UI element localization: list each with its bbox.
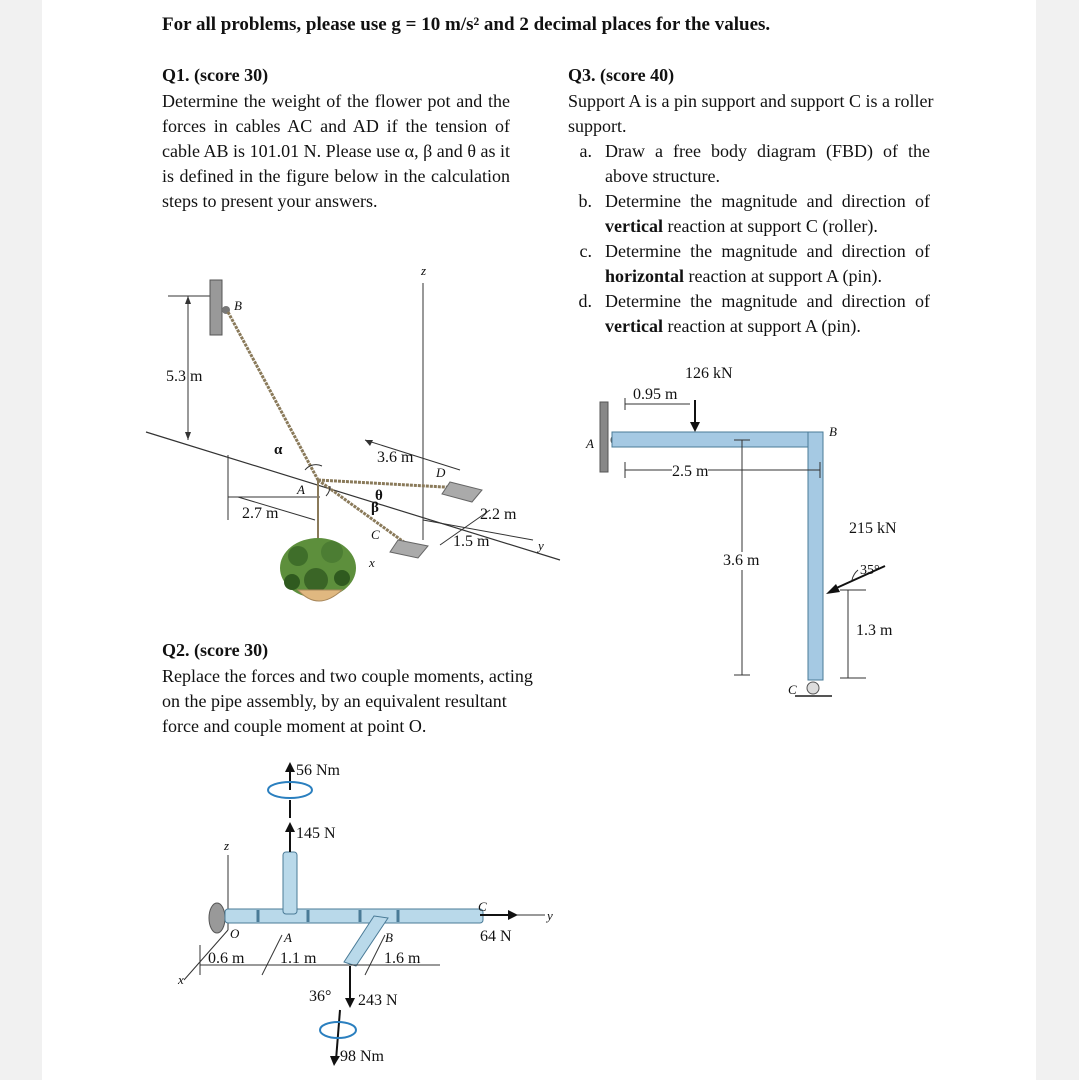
q1-dim-d: 2.2 m [480, 506, 517, 523]
q3-intro: Support A is a pin support and support C is a roller support. [568, 91, 934, 136]
q3-item-text: Determine the magnitude and direction of horizontal reaction at support A (pin). [605, 241, 930, 286]
q3-dim-height-label: 3.6 m [723, 552, 760, 569]
q1-label-z: z [421, 263, 427, 278]
q1-dim-c: 1.5 m [453, 533, 490, 550]
q3-roller-c [807, 682, 819, 694]
q3-item-marker: c. [579, 241, 592, 261]
q3-wall-a [600, 402, 608, 472]
q3-dim-lower-label: 1.3 m [856, 622, 893, 639]
q3-dim-top-label: 0.95 m [633, 386, 678, 403]
q1-dim-a: 2.7 m [242, 505, 279, 522]
q2-label-a: A [284, 930, 292, 945]
q1-label-a: A [297, 482, 305, 497]
q2-force-vertical-label: 145 N [296, 825, 336, 842]
header-instructions: For all problems, please use g = 10 m/s² and 2 decimal places for the values. [162, 14, 771, 35]
q1-label-b: B [234, 298, 242, 313]
q3-item-text: Determine the magnitude and direction of vertical reaction at support A (pin). [605, 291, 930, 336]
q2-force-c-label: 64 N [480, 928, 512, 945]
q2-label-b: B [385, 930, 393, 945]
q2-label-c: C [478, 899, 487, 914]
q2-dim-bc: 1.6 m [384, 950, 421, 967]
q3-force-side-label: 215 kN [849, 520, 897, 537]
q2-text: Replace the forces and two couple moments, acting on the pipe assembly, by an equivalent resultant force and couple moment at point O. [162, 666, 533, 736]
q1-dim-ad: 3.6 m [377, 449, 414, 466]
q2-dim-ab: 1.1 m [280, 950, 317, 967]
q3-dim-span-label: 2.5 m [672, 463, 709, 480]
q1-label-x: x [369, 555, 375, 570]
q2-moment-bottom-label: 98 Nm [340, 1048, 384, 1065]
q3-label-a: A [586, 436, 594, 451]
q1-label-d: D [436, 465, 446, 480]
q2-label-z: z [224, 838, 230, 853]
q1-text: Determine the weight of the flower pot and the forces in cables AC and AD if the tension of cable AB is 101.01 N. Please use α, β and θ as it is defined in the figure below in the calculation steps to present your answers. [162, 91, 510, 211]
q3-item-text: Determine the magnitude and direction of vertical reaction at support C (roller). [605, 191, 930, 236]
q1-label-c: C [371, 527, 380, 542]
q3-item-marker: d. [578, 291, 592, 311]
q1-label-alpha: α [274, 442, 283, 458]
q1-label-beta: β [371, 500, 379, 516]
q3-label-b: B [829, 424, 837, 439]
q3-item-marker: a. [579, 141, 592, 161]
q3-title: Q3. (score 40) [568, 65, 675, 85]
q2-label-o: O [230, 926, 240, 941]
q3-item-marker: b. [578, 191, 592, 211]
q3-force-top-label: 126 kN [685, 365, 733, 382]
q2-label-y: y [547, 908, 553, 923]
q3-beam-horizontal [612, 432, 822, 447]
q1-title: Q1. (score 30) [162, 65, 269, 85]
q2-force-inclined-label: 243 N [358, 992, 398, 1009]
q3-item-text: Draw a free body diagram (FBD) of the above structure. [605, 141, 930, 186]
q3-label-c: C [788, 682, 797, 697]
q1-dim-height: 5.3 m [166, 368, 203, 385]
q2-moment-top-label: 56 Nm [296, 762, 340, 779]
q1-label-y: y [538, 538, 544, 553]
q2-angle-label: 36° [309, 988, 332, 1005]
q3-angle-label: 35° [860, 563, 880, 578]
q2-label-x: x [178, 972, 184, 987]
q1-label-theta: θ [375, 488, 383, 504]
q2-title: Q2. (score 30) [162, 640, 269, 660]
q2-dim-oa: 0.6 m [208, 950, 245, 967]
q3-column-vertical [808, 432, 823, 680]
